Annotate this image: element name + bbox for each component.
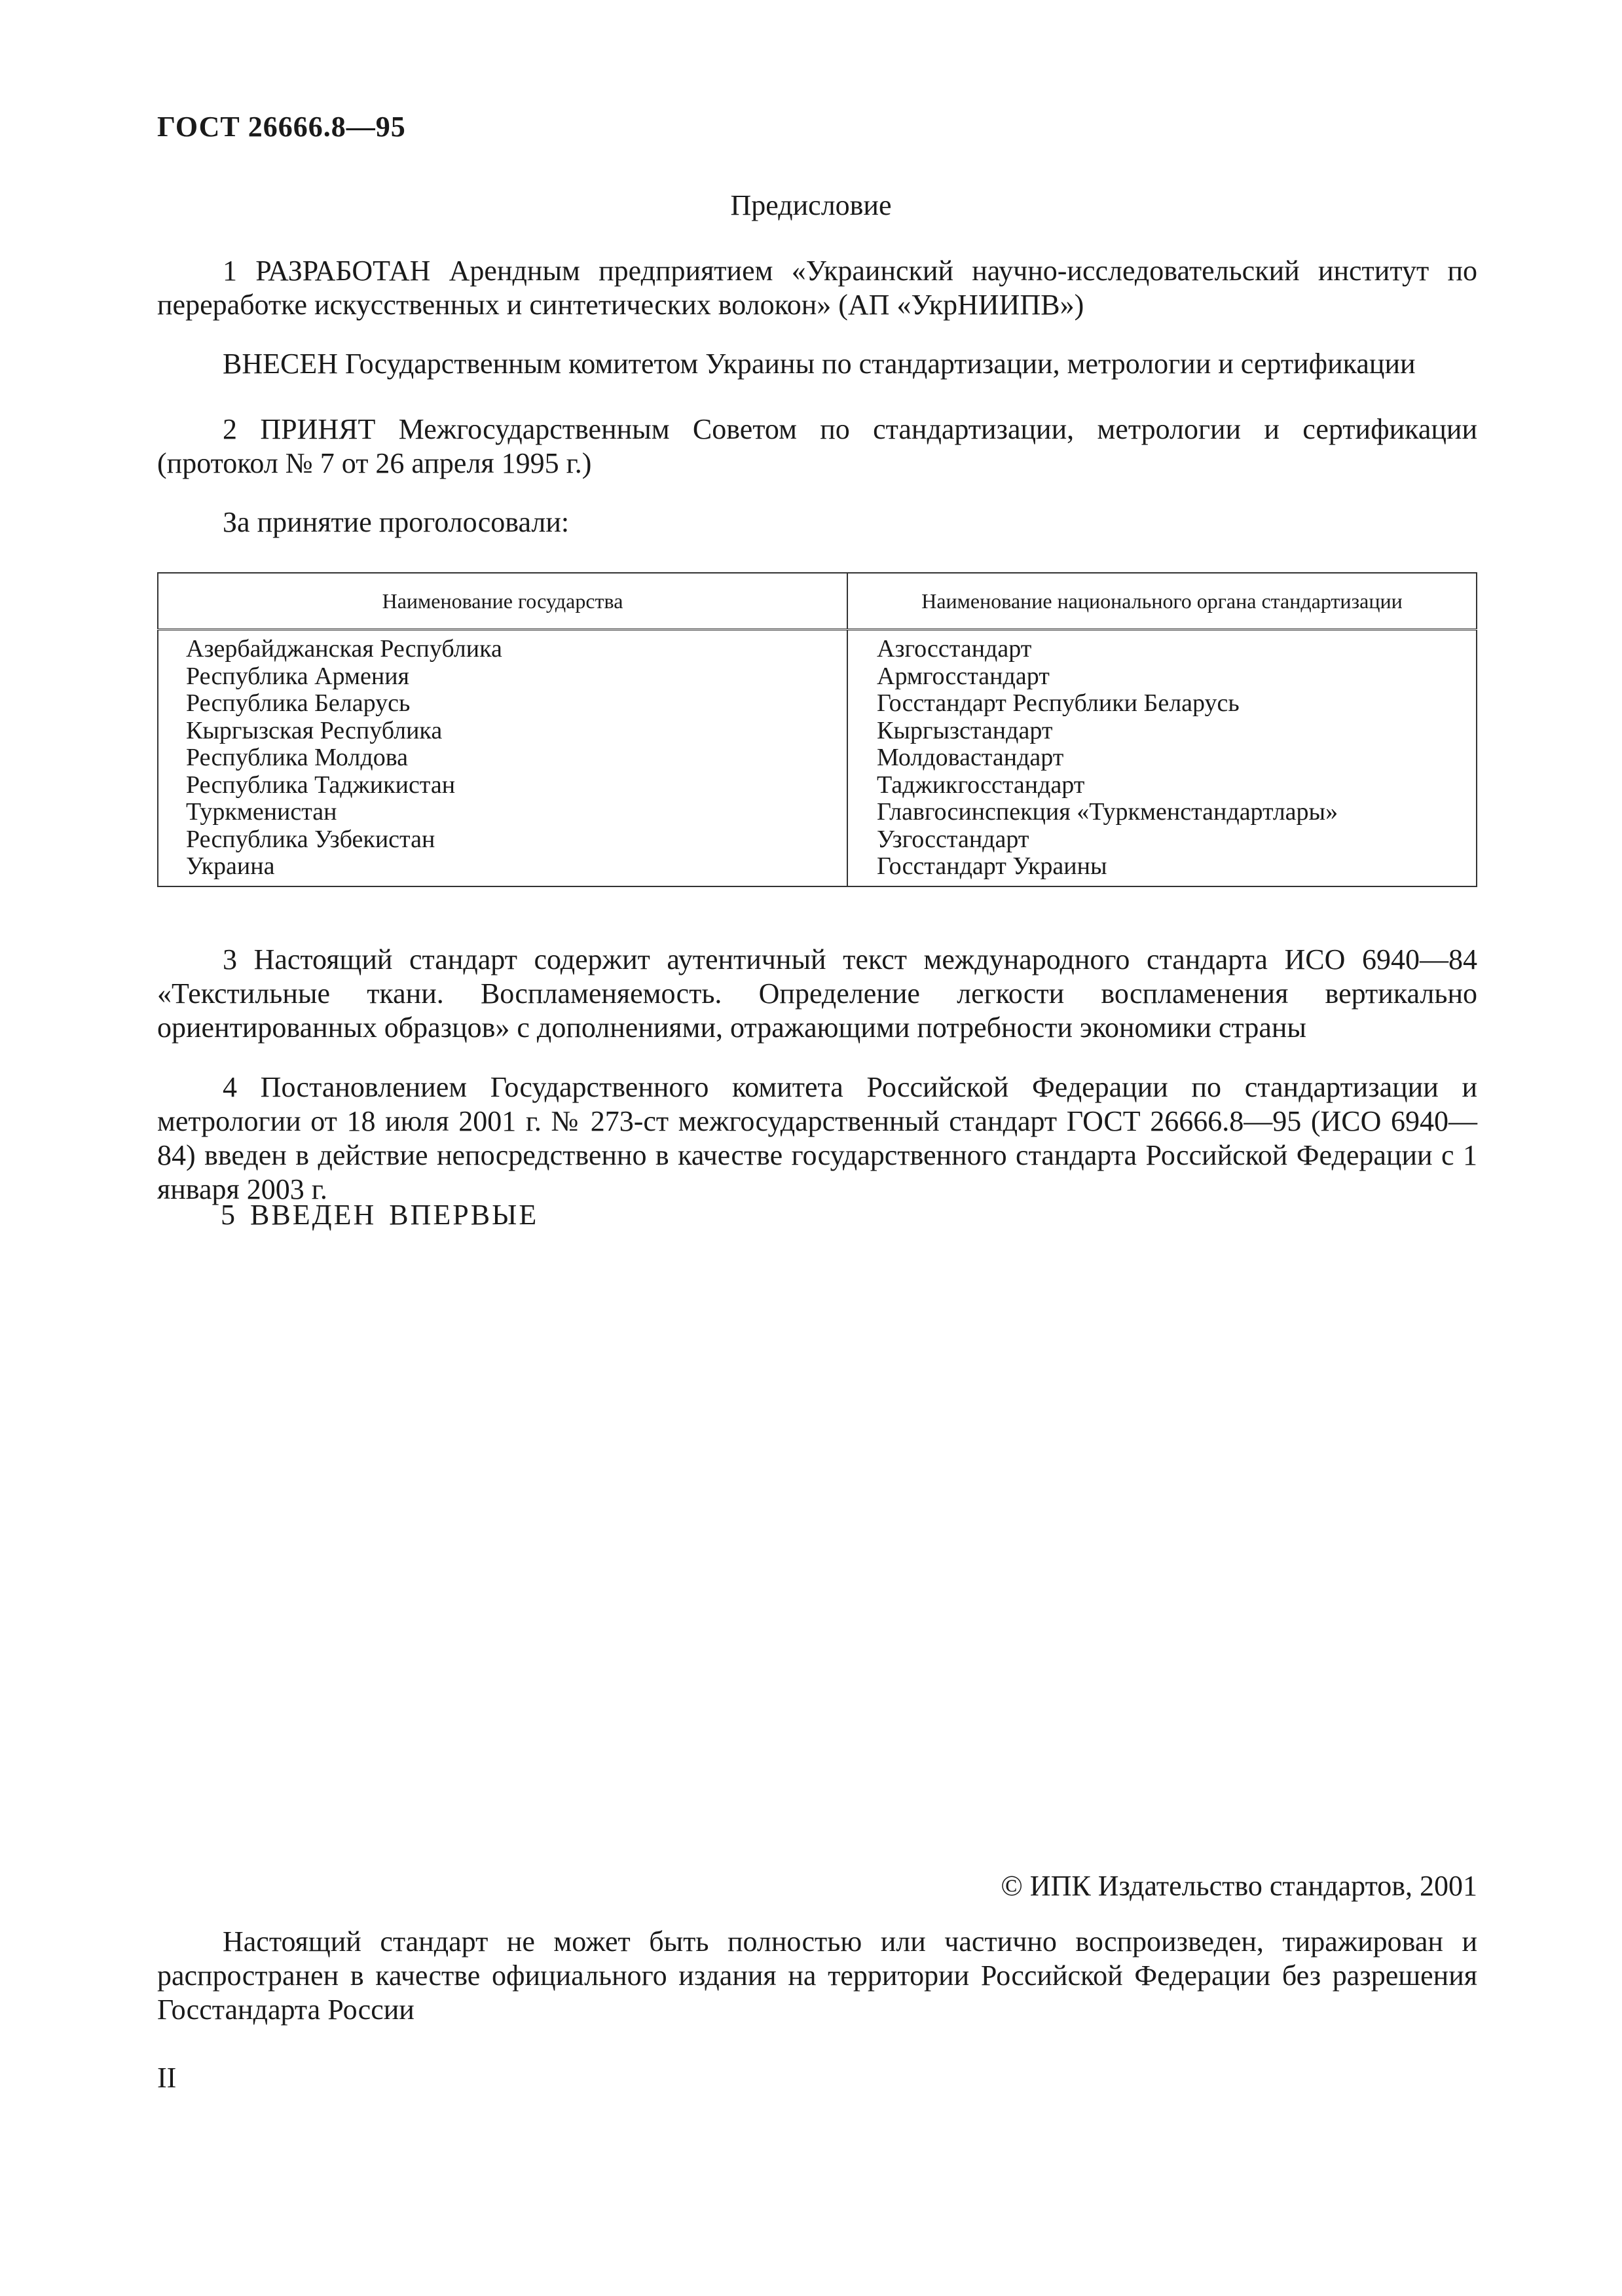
- reproduction-notice: [157, 1925, 1477, 2027]
- paragraph-developed-text: 1 РАЗРАБОТАН Арендным предприятием «Украинский научно-исследовательский институт по переработке искусственных и синтетических волокон» (АП «УкрНИИПВ»): [157, 255, 1477, 321]
- table-cell-state: Азербайджанская Республика: [186, 635, 502, 663]
- paragraph-developed: [157, 254, 1477, 322]
- document-code-header: ГОСТ 26666.8—95: [157, 111, 406, 143]
- table-cell-state: Республика Таджикистан: [186, 771, 456, 799]
- paragraph-adopted-text: 2 ПРИНЯТ Межгосударственным Советом по стандартизации, метрологии и сертификации (протокол № 7 от 26 апреля 1995 г.): [157, 413, 1477, 479]
- paragraph-introduced: [157, 347, 1477, 381]
- table-cell-state: Украина: [186, 852, 275, 880]
- page-number: II: [157, 2062, 177, 2094]
- table-cell-state: Кыргызская Республика: [186, 716, 443, 744]
- copyright-line: © ИПК Издательство стандартов, 2001: [1001, 1870, 1477, 1902]
- table-cell-state: Республика Молдова: [186, 744, 409, 771]
- table-cell-standards-body: Кыргызстандарт: [877, 716, 1053, 744]
- column-header-state: Наименование государства: [158, 573, 847, 630]
- paragraph-adopted: [157, 412, 1477, 481]
- paragraph-resolution: [157, 1070, 1477, 1207]
- paragraph-first-introduced: [157, 1198, 1477, 1232]
- paragraph-voted-text: За принятие проголосовали:: [223, 506, 570, 538]
- table-cell-standards-body: Узгосстандарт: [877, 825, 1029, 853]
- table-cell-state: Республика Узбекистан: [186, 825, 435, 853]
- paragraph-authentic-text-body: 3 Настоящий стандарт содержит аутентичный текст международного стандарта ИСО 6940—84 «Текстильные ткани. Воспламеняемость. Определение легкости воспламенения вертикально ориентированных образцов» с дополнениями, отражающими потребности экономики страны: [157, 943, 1477, 1044]
- section-title: Предисловие: [730, 189, 892, 221]
- table-body-row: [158, 630, 1477, 886]
- table-cell-state: Туркменистан: [186, 798, 337, 826]
- table-cell-standards-body: Таджикгосстандарт: [877, 771, 1085, 799]
- voting-table: [157, 572, 1477, 887]
- table-header-row: [158, 573, 1477, 630]
- table-cell-standards-body: Азгосстандарт: [877, 635, 1032, 663]
- paragraph-voted: [157, 505, 1477, 539]
- table-cell-standards-body: Молдовастандарт: [877, 744, 1064, 771]
- states-column: [158, 630, 847, 886]
- table-cell-state: Республика Беларусь: [186, 689, 411, 717]
- table-cell-standards-body: Госстандарт Республики Беларусь: [877, 689, 1240, 717]
- standards-bodies-column: [847, 630, 1477, 886]
- table-cell-standards-body: Армгосстандарт: [877, 662, 1050, 690]
- paragraph-introduced-text: ВНЕСЕН Государственным комитетом Украины по стандартизации, метрологии и сертификации: [223, 348, 1416, 380]
- table-cell-state: Республика Армения: [186, 662, 410, 690]
- table-cell-standards-body: Главгосинспекция «Туркменстандартлары»: [877, 798, 1338, 826]
- paragraph-authentic-text: [157, 943, 1477, 1045]
- column-header-standards-body: Наименование национального органа стандартизации: [847, 573, 1477, 630]
- paragraph-resolution-text: 4 Постановлением Государственного комитета Российской Федерации по стандартизации и метрологии от 18 июля 2001 г. № 273-ст межгосударственный стандарт ГОСТ 26666.8—95 (ИСО 6940—84) введен в действие непосредственно в качестве государственного стандарта Российской Федерации с 1 января 2003 г.: [157, 1071, 1477, 1205]
- reproduction-notice-text: Настоящий стандарт не может быть полностью или частично воспроизведен, тиражирован и распространен в качестве официального издания на территории Российской Федерации без разрешения Госстандарта России: [157, 1925, 1477, 2026]
- table-cell-standards-body: Госстандарт Украины: [877, 852, 1107, 880]
- paragraph-first-introduced-text: 5 ВВЕДЕН ВПЕРВЫЕ: [221, 1199, 539, 1231]
